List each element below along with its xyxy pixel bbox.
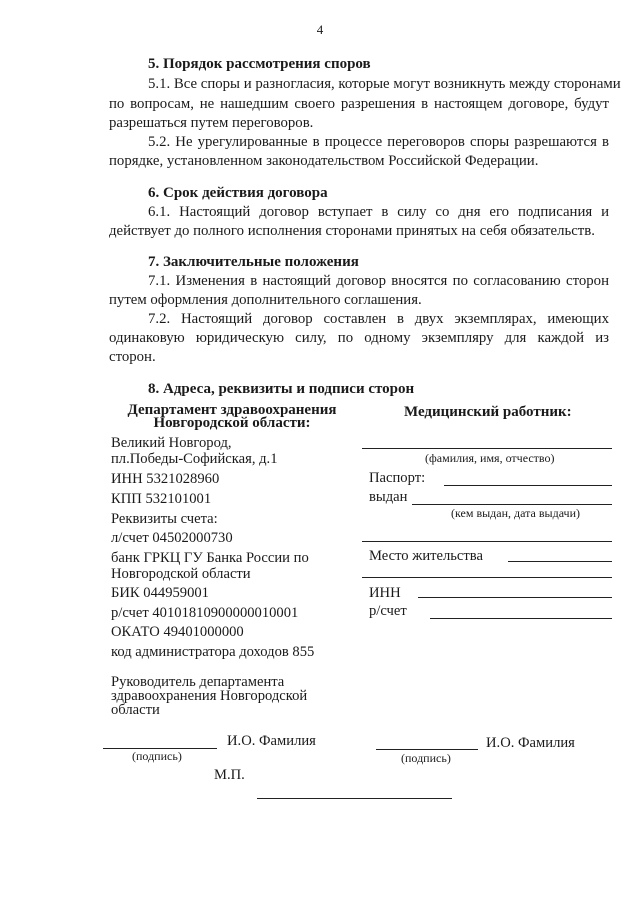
head-title-line3: области <box>111 702 160 718</box>
section-5-title: 5. Порядок рассмотрения споров <box>148 56 371 72</box>
right-inn-line[interactable] <box>418 597 612 598</box>
admin-code: код администратора доходов 855 <box>111 644 315 660</box>
section-8-title: 8. Адреса, реквизиты и подписи сторон <box>148 381 415 397</box>
fio-caption: (фамилия, имя, отчество) <box>425 451 555 465</box>
s5-p2-line2: порядке, установленном законодательством Российской Федерации. <box>109 153 539 169</box>
section-6-title: 6. Срок действия договора <box>148 185 328 201</box>
personal-account: л/счет 04502000730 <box>111 530 233 546</box>
left-signature-caption: (подпись) <box>132 749 182 763</box>
bank-line1: банк ГРКЦ ГУ Банка России по <box>111 550 309 566</box>
residence-label: Место жительства <box>369 548 483 564</box>
left-party-title-line2: Новгородской области: <box>153 415 311 431</box>
head-title-line1: Руководитель департамента <box>111 674 285 690</box>
fio-line[interactable] <box>362 448 612 449</box>
left-kpp: КПП 532101001 <box>111 491 212 507</box>
address-line2: пл.Победы-Софийская, д.1 <box>111 451 278 467</box>
residence-line2[interactable] <box>362 577 612 578</box>
s7-p2-line1: 7.2. Настоящий договор составлен в двух экземплярах, имеющих <box>148 311 609 327</box>
s7-p2-line3: сторон. <box>109 349 156 365</box>
s5-p1-line1: 5.1. Все споры и разногласия, которые могут возникнуть между сторонами <box>148 76 621 92</box>
head-title-line2: здравоохранения Новгородской <box>111 688 308 704</box>
right-account-line[interactable] <box>430 618 612 619</box>
right-signer-name: И.О. Фамилия <box>486 735 575 751</box>
s7-p2-line2: одинаковую юридическую силу, по одному экземпляру для каждой из <box>109 330 609 346</box>
settlement-account: р/счет 40101810900000010001 <box>111 605 299 621</box>
account-requisites-label: Реквизиты счета: <box>111 511 218 527</box>
s6-p1-line2: действует до полного исполнения сторонами принятых на себя обязательств. <box>109 223 595 239</box>
right-party-title: Медицинский работник: <box>404 404 572 420</box>
right-inn-label: ИНН <box>369 585 401 601</box>
passport-label: Паспорт: <box>369 470 426 486</box>
issued-line[interactable] <box>412 504 612 505</box>
stamp-place: М.П. <box>214 767 245 783</box>
s5-p2-line1: 5.2. Не урегулированные в процессе переговоров споры разрешаются в <box>148 134 609 150</box>
left-signer-name: И.О. Фамилия <box>227 733 316 749</box>
okato: ОКАТО 49401000000 <box>111 624 244 640</box>
section-7-title: 7. Заключительные положения <box>148 254 359 270</box>
right-signature-line <box>376 749 478 750</box>
issued-caption: (кем выдан, дата выдачи) <box>451 506 580 520</box>
s6-p1-line1: 6.1. Настоящий договор вступает в силу со дня его подписания и <box>148 204 609 220</box>
right-signature-caption: (подпись) <box>401 751 451 765</box>
s7-p1-line2: путем оформления дополнительного соглашения. <box>109 292 422 308</box>
page-number: 4 <box>316 22 324 37</box>
address-line1: Великий Новгород, <box>111 435 232 451</box>
bottom-line <box>257 798 452 799</box>
left-party-title-line1: Департамент здравоохранения <box>127 402 337 418</box>
passport-line[interactable] <box>444 485 612 486</box>
s5-p1-line2: по вопросам, не нашедшим своего разрешения в настоящем договоре, будут <box>109 96 609 112</box>
residence-line[interactable] <box>508 561 612 562</box>
left-inn: ИНН 5321028960 <box>111 471 220 487</box>
bank-line2: Новгородской области <box>111 566 251 582</box>
right-account-label: р/счет <box>369 603 407 619</box>
issued-line2[interactable] <box>362 541 612 542</box>
issued-label: выдан <box>369 489 408 505</box>
s5-p1-line3: разрешаться путем переговоров. <box>109 115 314 131</box>
s7-p1-line1: 7.1. Изменения в настоящий договор вносятся по согласованию сторон <box>148 273 609 289</box>
bik: БИК 044959001 <box>111 585 209 601</box>
